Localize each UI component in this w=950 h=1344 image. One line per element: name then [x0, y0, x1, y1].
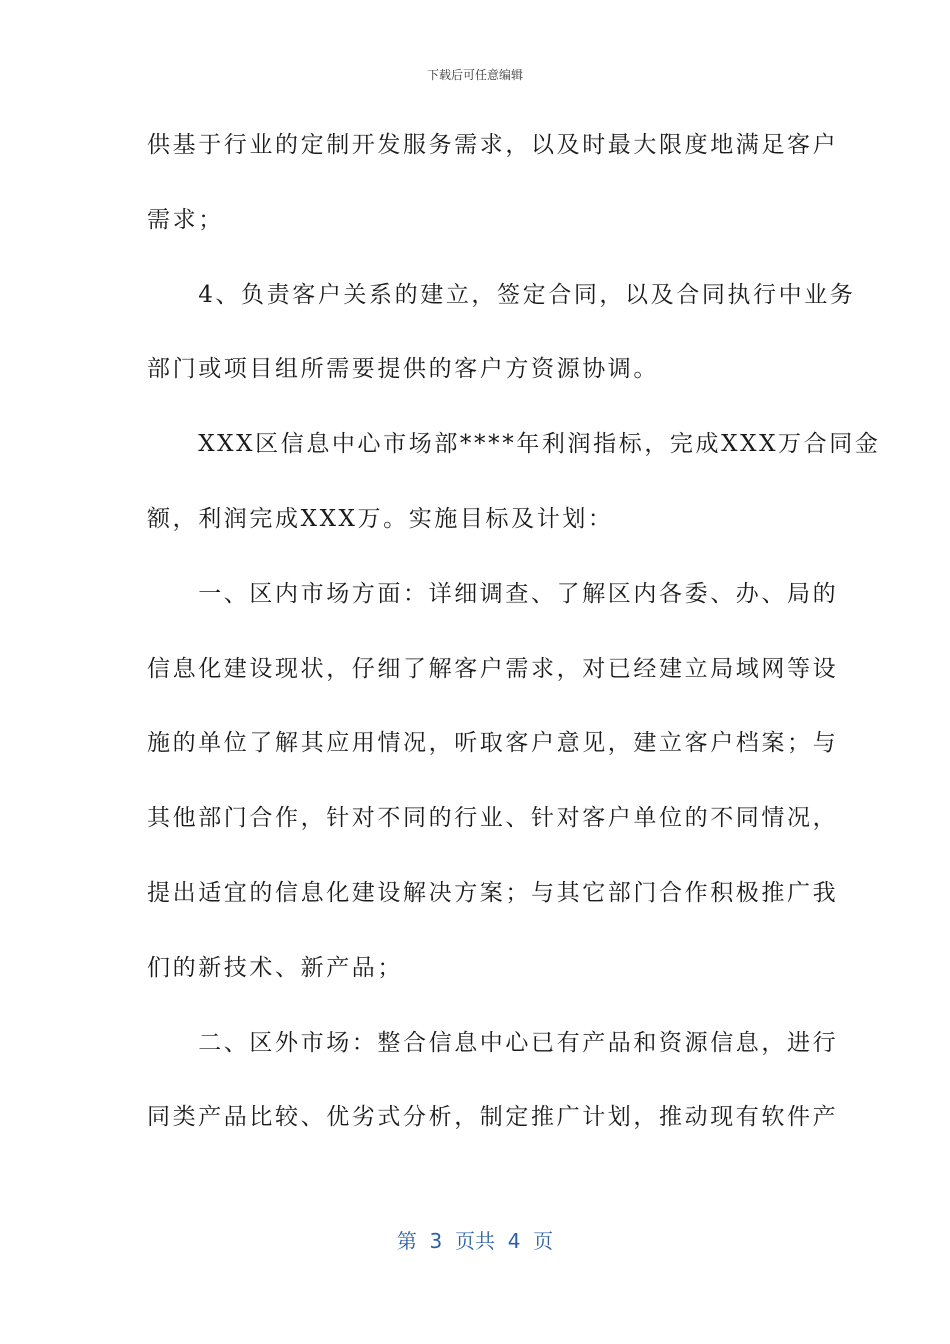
- text-line: 额，利润完成XXX万。实施目标及计划：: [147, 505, 614, 532]
- page-header: 下载后可任意编辑: [426, 68, 523, 82]
- text-line: 需求；: [147, 206, 224, 233]
- text-line: 其他部门合作，针对不同的行业、针对客户单位的不同情况，: [147, 805, 839, 832]
- page-number-footer: 第 3 页共 4 页: [396, 1229, 554, 1253]
- document-body: [147, 117, 881, 1164]
- text-line: 部门或项目组所需要提供的客户方资源协调。: [147, 356, 659, 383]
- text-line: XXX区信息中心市场部****年利润指标，完成XXX万合同金: [147, 431, 881, 458]
- text-line: 们的新技术、新产品；: [147, 954, 403, 981]
- text-line: 同类产品比较、优劣式分析，制定推广计划，推动现有软件产: [147, 1104, 839, 1131]
- text-line: 4、负责客户关系的建立，签定合同，以及合同执行中业务: [147, 281, 856, 308]
- text-line: 一、区内市场方面：详细调查、了解区内各委、办、局的: [147, 580, 839, 607]
- text-line: 供基于行业的定制开发服务需求，以及时最大限度地满足客户: [147, 132, 839, 158]
- text-line: 提出适宜的信息化建设解决方案；与其它部门合作积极推广我: [147, 879, 839, 906]
- text-line: 二、区外市场：整合信息中心已有产品和资源信息，进行: [147, 1029, 839, 1056]
- text-line: 信息化建设现状，仔细了解客户需求，对已经建立局域网等设: [147, 655, 839, 682]
- text-line: 施的单位了解其应用情况，听取客户意见，建立客户档案；与: [147, 730, 839, 757]
